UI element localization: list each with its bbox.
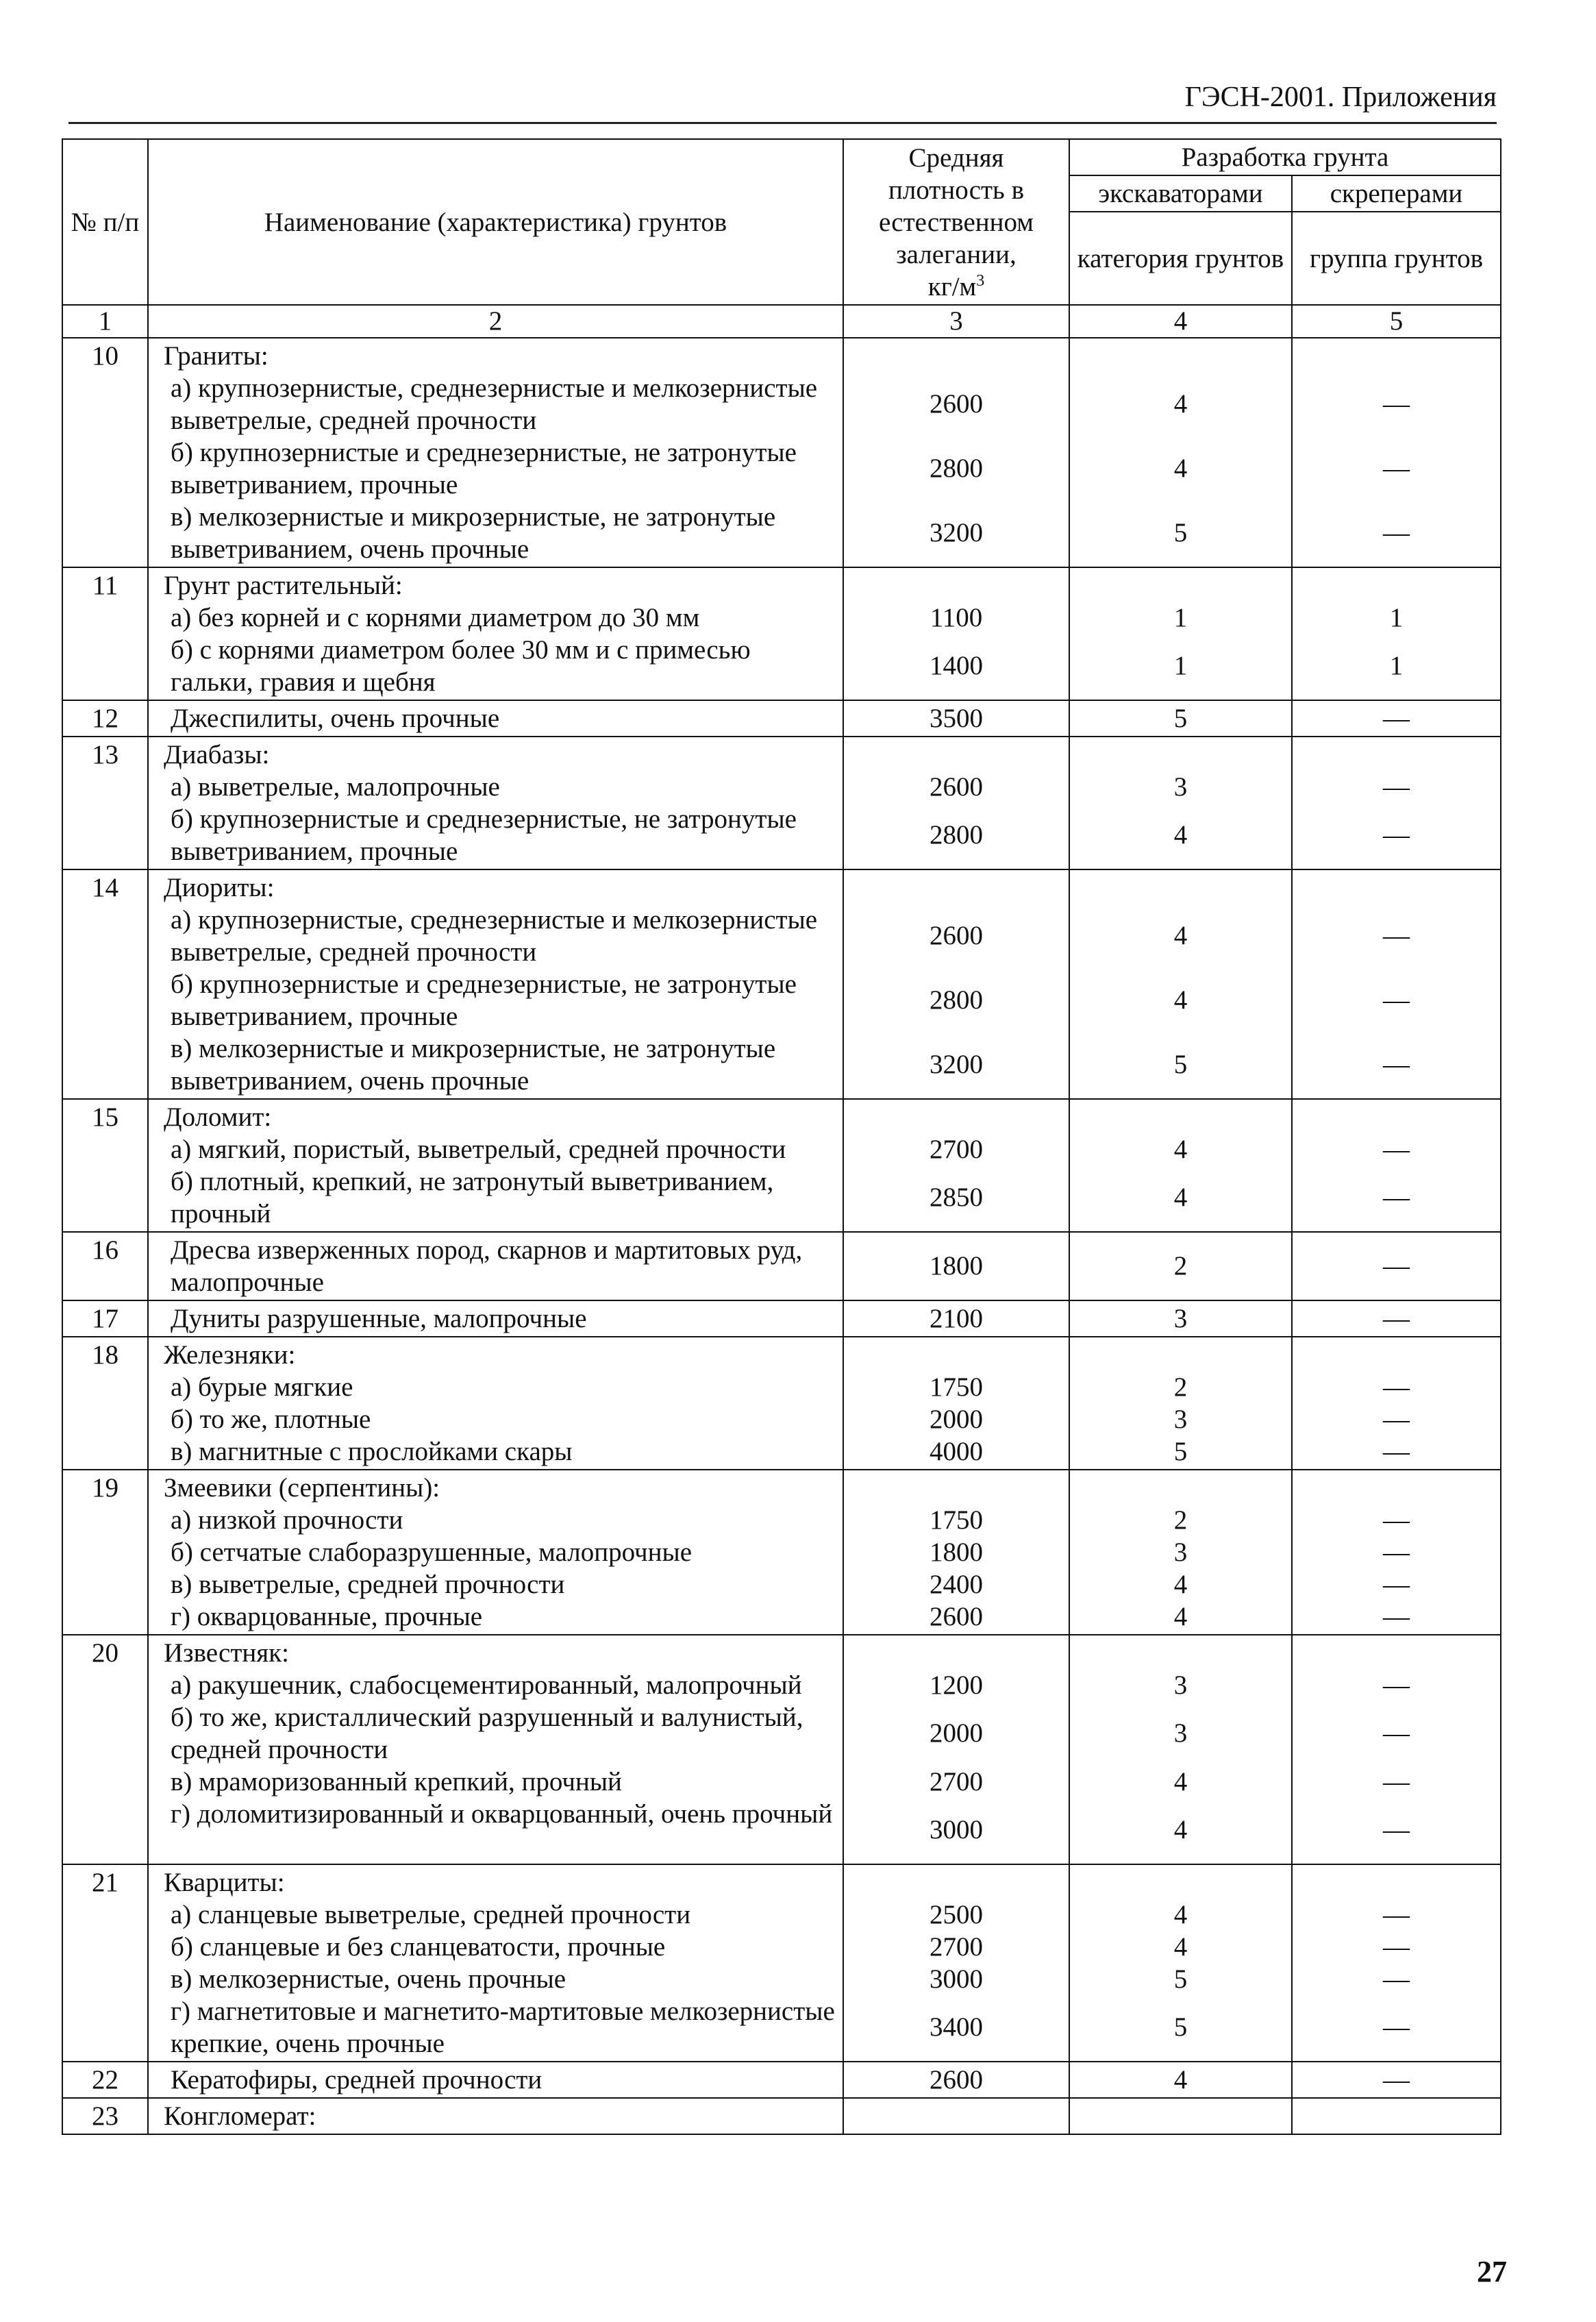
scraper-group: — — [1383, 921, 1410, 950]
density-value: 1100 — [930, 603, 983, 632]
table-row — [62, 2098, 1501, 2134]
scraper-group-cell — [1292, 869, 1501, 1099]
soil-name: б) сланцевые и без сланцеватости, прочные — [171, 1932, 666, 1962]
excavator-category: 4 — [1173, 985, 1188, 1015]
scraper-group: — — [1383, 1900, 1410, 1929]
density-value: 2800 — [930, 454, 983, 483]
row-number: 14 — [62, 869, 148, 1099]
header-scr-group: группа грунтов — [1292, 212, 1501, 305]
scraper-group-cell — [1292, 2098, 1501, 2134]
table-row — [62, 2062, 1501, 2098]
row-number: 21 — [62, 1864, 148, 2062]
excavator-category-cell — [1069, 1864, 1292, 2062]
excavator-category — [1077, 739, 1284, 771]
scraper-group-cell — [1292, 737, 1501, 869]
soil-name: б) крупнозернистые и среднезернистые, не затронутые выветриванием, прочные — [171, 804, 797, 866]
scraper-group — [1299, 739, 1493, 771]
table-row — [62, 1635, 1501, 1864]
density-value — [851, 340, 1062, 372]
density-value: 2600 — [930, 2065, 983, 2095]
density-value-cell — [843, 2098, 1069, 2134]
soil-name: а) крупнозернистые, среднезернистые и мелкозернистые выветрелые, средней прочности — [171, 373, 818, 435]
soil-name: б) сетчатые слаборазрушенные, малопрочные — [171, 1537, 693, 1567]
soil-name: б) то же, кристаллический разрушенный и валунистый, средней прочности — [171, 1703, 803, 1764]
soil-name: в) мелкозернистые и микрозернистые, не затронутые выветриванием, очень прочные — [171, 502, 776, 564]
row-number: 10 — [62, 338, 148, 567]
soil-name-cell — [148, 567, 843, 700]
scraper-group: — — [1383, 1670, 1410, 1700]
soil-name-cell — [148, 1099, 843, 1232]
density-value-cell — [843, 1232, 1069, 1300]
scraper-group: — — [1383, 1815, 1410, 1844]
density-value-cell — [843, 338, 1069, 567]
excavator-category: 3 — [1173, 772, 1188, 802]
excavator-category — [1077, 1472, 1284, 1504]
soil-name-cell — [148, 1300, 843, 1337]
excavator-category: 4 — [1173, 820, 1188, 850]
scraper-group-cell — [1292, 1099, 1501, 1232]
column-index: 1 — [62, 305, 148, 338]
scraper-group: — — [1383, 2012, 1410, 2042]
scraper-group — [1299, 1472, 1493, 1504]
row-number: 20 — [62, 1635, 148, 1864]
excavator-category — [1077, 1339, 1284, 1371]
scraper-group — [1299, 872, 1493, 904]
density-value: 3500 — [930, 704, 983, 733]
scraper-group-cell — [1292, 700, 1501, 737]
excavator-category: 2 — [1173, 1505, 1188, 1535]
row-number: 22 — [62, 2062, 148, 2098]
soil-name: Кварциты: — [164, 1868, 285, 1897]
soil-name: Диабазы: — [164, 740, 270, 769]
soil-name: б) крупнозернистые и среднезернистые, не затронутые выветриванием, прочные — [171, 438, 797, 499]
excavator-category: 3 — [1173, 1304, 1188, 1333]
scraper-group: — — [1383, 1183, 1410, 1212]
excavator-category-cell — [1069, 1300, 1292, 1337]
header-excavators: экскаваторами — [1069, 175, 1292, 212]
soil-name: Известняк: — [164, 1638, 289, 1668]
soil-name-cell — [148, 1470, 843, 1635]
excavator-category: 4 — [1173, 921, 1188, 950]
excavator-category-cell — [1069, 1099, 1292, 1232]
density-value-cell — [843, 1470, 1069, 1635]
excavator-category: 4 — [1173, 1602, 1188, 1631]
table-row — [62, 567, 1501, 700]
scraper-group: 1 — [1389, 651, 1404, 680]
column-index: 5 — [1292, 305, 1501, 338]
soil-name: а) крупнозернистые, среднезернистые и мелкозернистые выветрелые, средней прочности — [171, 905, 818, 967]
excavator-category — [1077, 2100, 1284, 2132]
soil-name: а) выветрелые, малопрочные — [171, 772, 500, 802]
excavator-category: 1 — [1173, 651, 1188, 680]
soil-name-cell — [148, 1864, 843, 2062]
soil-name: Граниты: — [164, 341, 269, 371]
scraper-group: — — [1383, 772, 1410, 802]
table-body — [62, 305, 1501, 2134]
density-value: 2800 — [930, 985, 983, 1015]
row-number: 19 — [62, 1470, 148, 1635]
scraper-group: — — [1383, 1251, 1410, 1281]
excavator-category-cell — [1069, 700, 1292, 737]
excavator-category: 3 — [1173, 1718, 1188, 1748]
excavator-category — [1077, 340, 1284, 372]
scraper-group-cell — [1292, 1300, 1501, 1337]
excavator-category — [1077, 569, 1284, 602]
density-value: 1750 — [930, 1372, 983, 1402]
soil-table — [62, 138, 1501, 2135]
soil-name: а) мягкий, пористый, выветрелый, средней прочности — [171, 1135, 786, 1164]
soil-name: Доломит: — [164, 1102, 272, 1132]
soil-name: Грунт растительный: — [164, 571, 403, 600]
soil-name: а) без корней и с корнями диаметром до 30 мм — [171, 603, 700, 632]
soil-name: а) низкой прочности — [171, 1505, 403, 1535]
soil-name: в) мелкозернистые, очень прочные — [171, 1964, 566, 1994]
density-value: 2600 — [930, 772, 983, 802]
density-value — [851, 739, 1062, 771]
excavator-category: 4 — [1173, 2065, 1188, 2095]
density-value-cell — [843, 2062, 1069, 2098]
table-row — [62, 1232, 1501, 1300]
header-density-unit: кг/м — [927, 271, 977, 301]
soil-name: Джеспилиты, очень прочные — [171, 704, 500, 733]
density-value: 2600 — [930, 1602, 983, 1631]
scraper-group: — — [1383, 1135, 1410, 1164]
excavator-category: 4 — [1173, 1815, 1188, 1844]
soil-name: Железняки: — [164, 1340, 296, 1370]
density-value — [851, 872, 1062, 904]
row-number: 12 — [62, 700, 148, 737]
scraper-group: — — [1383, 1437, 1410, 1466]
density-value: 2800 — [930, 820, 983, 850]
scraper-group: — — [1383, 518, 1410, 547]
density-value: 2600 — [930, 921, 983, 950]
row-number: 17 — [62, 1300, 148, 1337]
excavator-category: 5 — [1173, 704, 1188, 733]
header-development: Разработка грунта — [1069, 139, 1501, 175]
excavator-category: 4 — [1173, 1932, 1188, 1962]
soil-name-cell — [148, 1232, 843, 1300]
density-value-cell — [843, 1337, 1069, 1470]
density-value-cell — [843, 737, 1069, 869]
soil-name-cell — [148, 1635, 843, 1864]
density-value: 3400 — [930, 2012, 983, 2042]
soil-name: г) магнетитовые и магнетито-мартитовые мелкозернистые крепкие, очень прочные — [171, 1997, 835, 2058]
soil-name: г) доломитизированный и окварцованный, очень прочный — [171, 1799, 833, 1829]
density-value: 2600 — [930, 389, 983, 419]
density-value: 2700 — [930, 1932, 983, 1962]
table-row — [62, 869, 1501, 1099]
excavator-category: 4 — [1173, 1183, 1188, 1212]
excavator-category: 4 — [1173, 1570, 1188, 1599]
table-row — [62, 700, 1501, 737]
soil-name: б) с корнями диаметром более 30 мм и с примесью гальки, гравия и щебня — [171, 635, 751, 697]
soil-name: Кератофиры, средней прочности — [171, 2065, 543, 2095]
scraper-group: — — [1383, 1372, 1410, 1402]
soil-name: а) бурые мягкие — [171, 1372, 353, 1402]
row-number: 23 — [62, 2098, 148, 2134]
scraper-group: — — [1383, 454, 1410, 483]
scraper-group: — — [1383, 1405, 1410, 1434]
excavator-category: 3 — [1173, 1670, 1188, 1700]
density-value: 1200 — [930, 1670, 983, 1700]
excavator-category: 4 — [1173, 1900, 1188, 1929]
excavator-category: 3 — [1173, 1405, 1188, 1434]
soil-name: а) сланцевые выветрелые, средней прочности — [171, 1900, 691, 1929]
excavator-category: 2 — [1173, 1251, 1188, 1281]
density-value — [851, 1101, 1062, 1133]
density-value — [851, 1339, 1062, 1371]
density-value: 1750 — [930, 1505, 983, 1535]
soil-name-cell — [148, 338, 843, 567]
scraper-group-cell — [1292, 567, 1501, 700]
soil-name-cell — [148, 869, 843, 1099]
density-value-cell — [843, 1300, 1069, 1337]
soil-name: Дресва изверженных пород, скарнов и мартитовых руд, малопрочные — [171, 1235, 803, 1297]
density-value-cell — [843, 1635, 1069, 1864]
soil-name: Диориты: — [164, 873, 275, 902]
soil-name: Дуниты разрушенные, малопрочные — [171, 1304, 587, 1333]
excavator-category-cell — [1069, 1635, 1292, 1864]
scraper-group — [1299, 1637, 1493, 1669]
excavator-category — [1077, 872, 1284, 904]
row-number: 18 — [62, 1337, 148, 1470]
row-number: 16 — [62, 1232, 148, 1300]
scraper-group — [1299, 1866, 1493, 1899]
scraper-group: — — [1383, 1537, 1410, 1567]
table-row — [62, 737, 1501, 869]
scraper-group: — — [1383, 1718, 1410, 1748]
scraper-group: 1 — [1389, 603, 1404, 632]
excavator-category — [1077, 1866, 1284, 1899]
scraper-group — [1299, 1339, 1493, 1371]
soil-name: Змеевики (серпентины): — [164, 1473, 440, 1503]
scraper-group: — — [1383, 985, 1410, 1015]
density-value: 4000 — [930, 1437, 983, 1466]
header-rule — [68, 122, 1497, 124]
soil-name-cell — [148, 2062, 843, 2098]
excavator-category-cell — [1069, 338, 1292, 567]
excavator-category: 4 — [1173, 1135, 1188, 1164]
excavator-category: 2 — [1173, 1372, 1188, 1402]
row-number: 11 — [62, 567, 148, 700]
density-value-cell — [843, 567, 1069, 700]
density-value: 2700 — [930, 1767, 983, 1796]
scraper-group: — — [1383, 2065, 1410, 2095]
page-number: 27 — [1477, 2255, 1507, 2288]
density-value: 3000 — [930, 1815, 983, 1844]
table-row — [62, 1099, 1501, 1232]
density-value-cell — [843, 1864, 1069, 2062]
header-density — [843, 139, 1069, 305]
soil-name: в) магнитные с прослойками скары — [171, 1437, 573, 1466]
scraper-group-cell — [1292, 1635, 1501, 1864]
scraper-group: — — [1383, 820, 1410, 850]
density-value: 1800 — [930, 1251, 983, 1281]
density-value: 1400 — [930, 651, 983, 680]
excavator-category — [1077, 1101, 1284, 1133]
excavator-category-cell — [1069, 869, 1292, 1099]
scraper-group — [1299, 1101, 1493, 1133]
table-row — [62, 338, 1501, 567]
soil-name-cell — [148, 2098, 843, 2134]
soil-name: в) мраморизованный крепкий, прочный — [171, 1767, 622, 1796]
soil-name-cell — [148, 700, 843, 737]
density-value — [851, 1472, 1062, 1504]
scraper-group: — — [1383, 1304, 1410, 1333]
excavator-category — [1077, 1637, 1284, 1669]
excavator-category-cell — [1069, 1232, 1292, 1300]
scraper-group: — — [1383, 1767, 1410, 1796]
density-value: 3200 — [930, 1050, 983, 1079]
excavator-category: 5 — [1173, 1050, 1188, 1079]
scraper-group: — — [1383, 704, 1410, 733]
scraper-group: — — [1383, 1932, 1410, 1962]
scraper-group-cell — [1292, 1232, 1501, 1300]
scraper-group-cell — [1292, 1470, 1501, 1635]
excavator-category: 4 — [1173, 454, 1188, 483]
column-index-row — [62, 305, 1501, 338]
scraper-group — [1299, 569, 1493, 602]
scraper-group-cell — [1292, 338, 1501, 567]
scraper-group: — — [1383, 1602, 1410, 1631]
column-index: 4 — [1069, 305, 1292, 338]
density-value: 3000 — [930, 1964, 983, 1994]
excavator-category: 3 — [1173, 1537, 1188, 1567]
excavator-category-cell — [1069, 2062, 1292, 2098]
density-value-cell — [843, 700, 1069, 737]
table-row — [62, 1300, 1501, 1337]
density-value: 2000 — [930, 1405, 983, 1434]
density-value: 2500 — [930, 1900, 983, 1929]
scraper-group-cell — [1292, 1864, 1501, 2062]
scraper-group: — — [1383, 1505, 1410, 1535]
header-scrapers: скреперами — [1292, 175, 1501, 212]
excavator-category: 1 — [1173, 603, 1188, 632]
density-value: 2400 — [930, 1570, 983, 1599]
table-row — [62, 1470, 1501, 1635]
excavator-category-cell — [1069, 1337, 1292, 1470]
soil-name-cell — [148, 737, 843, 869]
soil-name: б) то же, плотные — [171, 1405, 371, 1434]
scraper-group — [1299, 2100, 1493, 2132]
density-value — [851, 569, 1062, 602]
excavator-category: 5 — [1173, 2012, 1188, 2042]
header-density-unit-sup: 3 — [976, 271, 985, 290]
excavator-category-cell — [1069, 567, 1292, 700]
row-number: 13 — [62, 737, 148, 869]
density-value: 3200 — [930, 518, 983, 547]
scraper-group: — — [1383, 1570, 1410, 1599]
density-value-cell — [843, 869, 1069, 1099]
table-row — [62, 1864, 1501, 2062]
density-value — [851, 1637, 1062, 1669]
soil-name: б) крупнозернистые и среднезернистые, не затронутые выветриванием, прочные — [171, 969, 797, 1031]
excavator-category: 5 — [1173, 518, 1188, 547]
excavator-category: 4 — [1173, 389, 1188, 419]
table-row — [62, 1337, 1501, 1470]
soil-name: Конгломерат: — [164, 2101, 316, 2131]
density-value: 2850 — [930, 1183, 983, 1212]
density-value: 2100 — [930, 1304, 983, 1333]
density-value: 2700 — [930, 1135, 983, 1164]
excavator-category: 5 — [1173, 1964, 1188, 1994]
header-num: № п/п — [62, 139, 148, 305]
density-value — [851, 2100, 1062, 2132]
density-value: 2000 — [930, 1718, 983, 1748]
excavator-category: 4 — [1173, 1767, 1188, 1796]
header-density-text: Средняя плотность в естественном залегании, — [879, 143, 1034, 269]
row-number: 15 — [62, 1099, 148, 1232]
scraper-group-cell — [1292, 1337, 1501, 1470]
density-value-cell — [843, 1099, 1069, 1232]
scraper-group: — — [1383, 1964, 1410, 1994]
column-index: 3 — [843, 305, 1069, 338]
soil-name: в) выветрелые, средней прочности — [171, 1570, 565, 1599]
soil-name-cell — [148, 1337, 843, 1470]
soil-name: б) плотный, крепкий, не затронутый выветриванием, прочный — [171, 1167, 774, 1228]
scraper-group: — — [1383, 1050, 1410, 1079]
scraper-group-cell — [1292, 2062, 1501, 2098]
scraper-group — [1299, 340, 1493, 372]
density-value: 1800 — [930, 1537, 983, 1567]
soil-name: в) мелкозернистые и микрозернистые, не затронутые выветриванием, очень прочные — [171, 1034, 776, 1096]
excavator-category-cell — [1069, 2098, 1292, 2134]
excavator-category-cell — [1069, 1470, 1292, 1635]
scraper-group: — — [1383, 389, 1410, 419]
soil-name: а) ракушечник, слабосцементированный, малопрочный — [171, 1670, 802, 1700]
header-exc-category: категория грунтов — [1069, 212, 1292, 305]
excavator-category-cell — [1069, 737, 1292, 869]
excavator-category: 5 — [1173, 1437, 1188, 1466]
column-index: 2 — [148, 305, 843, 338]
page-header-title: ГЭСН-2001. Приложения — [1184, 82, 1497, 113]
header-name: Наименование (характеристика) грунтов — [148, 139, 843, 305]
density-value — [851, 1866, 1062, 1899]
soil-name: г) окварцованные, прочные — [171, 1602, 483, 1631]
